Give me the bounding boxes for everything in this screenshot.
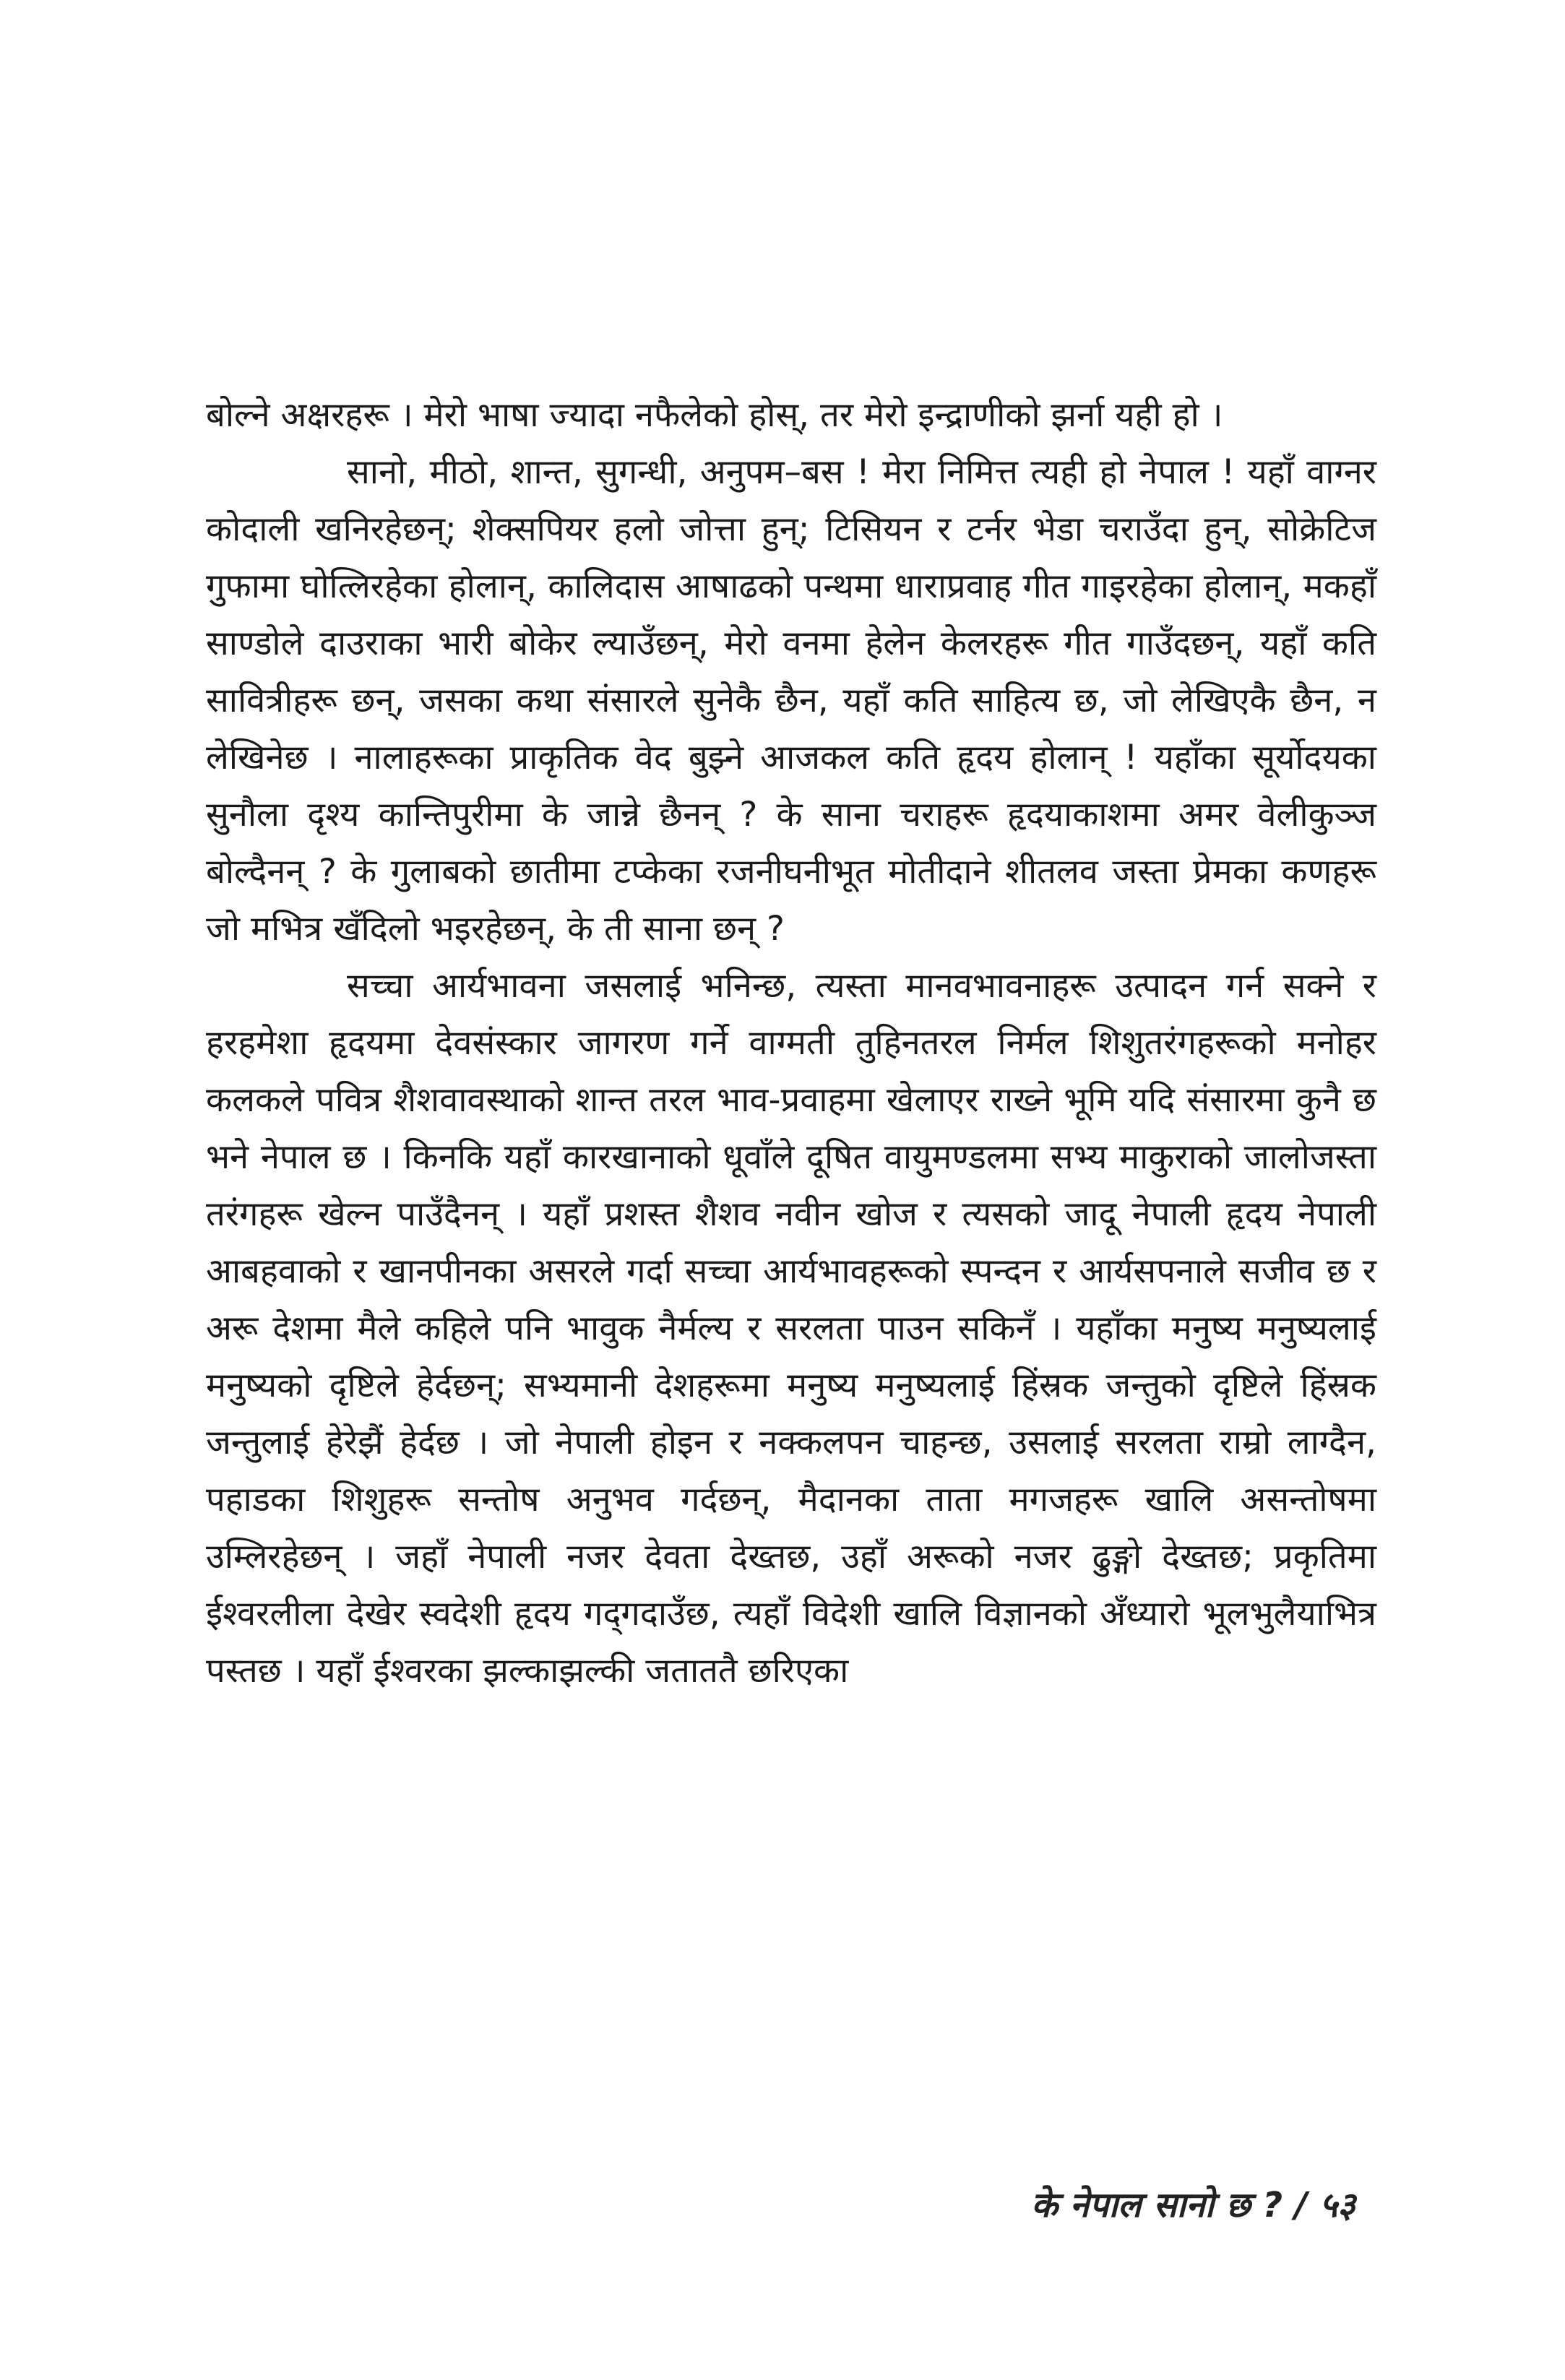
page-footer: के नेपाल सानो छ ? / ५३ xyxy=(1031,2185,1355,2225)
paragraph-arya-bhavana: सच्चा आर्यभावना जसलाई भनिन्छ, त्यस्ता मानवभावनाहरू उत्पादन गर्न सक्ने र हरहमेशा हृदयमा देवसंस्कार जागरण गर्ने वाग्मती तुहिनतरल निर्मल शिशुतरंगहरूको मनोहर कलकले पवित्र शैशवावस्थाको शान्त तरल भाव-प्रवाहमा खेलाएर राख्ने भूमि यदि संसारमा कुनै छ भने नेपाल छ । किनकि यहाँ कारखानाको धूवाँले दूषित वायुमण्डलमा सभ्य माकुराको जालोजस्ता तरंगहरू खेल्न पाउँदैनन् । यहाँ प्रशस्त शैशव नवीन खोज र त्यसको जादू नेपाली हृदय नेपाली आबहवाको र खानपीनका असरले गर्दा सच्चा आर्यभावहरूको स्पन्दन र आर्यसपनाले सजीव छ र अरू देशमा मैले कहिले पनि भावुक नैर्मल्य र सरलता पाउन सकिनँ । यहाँका मनुष्य मनुष्यलाई मनुष्यको दृष्टिले हेर्दछन्; सभ्यमानी देशहरूमा मनुष्य मनुष्यलाई हिंस्रक जन्तुको दृष्टिले हिंस्रक जन्तुलाई हेरेझैं हेर्दछ । जो नेपाली होइन र नक्कलपन चाहन्छ, उसलाई सरलता राम्रो लाग्दैन, पहाडका शिशुहरू सन्तोष अनुभव गर्दछन्, मैदानका ताता मगजहरू खालि असन्तोषमा उम्लिरहेछन् । जहाँ नेपाली नजर देवता देख्तछ, उहाँ अरूको नजर ढुङ्गो देख्तछ; प्रकृतिमा ईश्वरलीला देखेर स्वदेशी हृदय गद्‌गदाउँछ, त्यहाँ विदेशी खालि विज्ञानको अँध्यारो भूलभुलैयाभित्र पस्तछ । यहाँ ईश्वरका झल्काझल्की जताततै छरिएका xyxy=(206,966,1376,1691)
paragraph-continuation: बोल्ने अक्षरहरू । मेरो भाषा ज्यादा नफैलेको होस्, तर मेरो इन्द्राणीको झर्ना यही हो । xyxy=(206,395,1223,435)
body-text xyxy=(206,387,1376,1699)
paragraph-nepal-small-sweet: सानो, मीठो, शान्त, सुगन्धी, अनुपम–बस ! मेरा निमित्त त्यही हो नेपाल ! यहाँ वाग्नर कोदाली खनिरहेछन्; शेक्सपियर हलो जोत्ता हुन्; टिसियन र टर्नर भेडा चराउँदा हुन्, सोक्रेटिज गुफामा घोत्लिरहेका होलान्, कालिदास आषाढको पन्थमा धाराप्रवाह गीत गाइरहेका होलान्, मकहाँ साण्डोले दाउराका भारी बोकेर ल्याउँछन्, मेरो वनमा हेलेन केलरहरू गीत गाउँदछन्, यहाँ कति सावित्रीहरू छन्, जसका कथा संसारले सुनेकै छैन, यहाँ कति साहित्य छ, जो लेखिएकै छैन, न लेखिनेछ । नालाहरूका प्राकृतिक वेद बुझ्ने आजकल कति हृदय होलान् ! यहाँका सूर्योदयका सुनौला दृश्य कान्तिपुरीमा के जान्ने छैनन् ? के साना चराहरू हृदयाकाशमा अमर वेलीकुञ्ज बोल्दैनन् ? के गुलाबको छातीमा टप्केका रजनीघनीभूत मोतीदाने शीतलव जस्ता प्रेमका कणहरू जो मभित्र खँदिलो भइरहेछन्, के ती साना छन् ? xyxy=(206,452,1376,949)
